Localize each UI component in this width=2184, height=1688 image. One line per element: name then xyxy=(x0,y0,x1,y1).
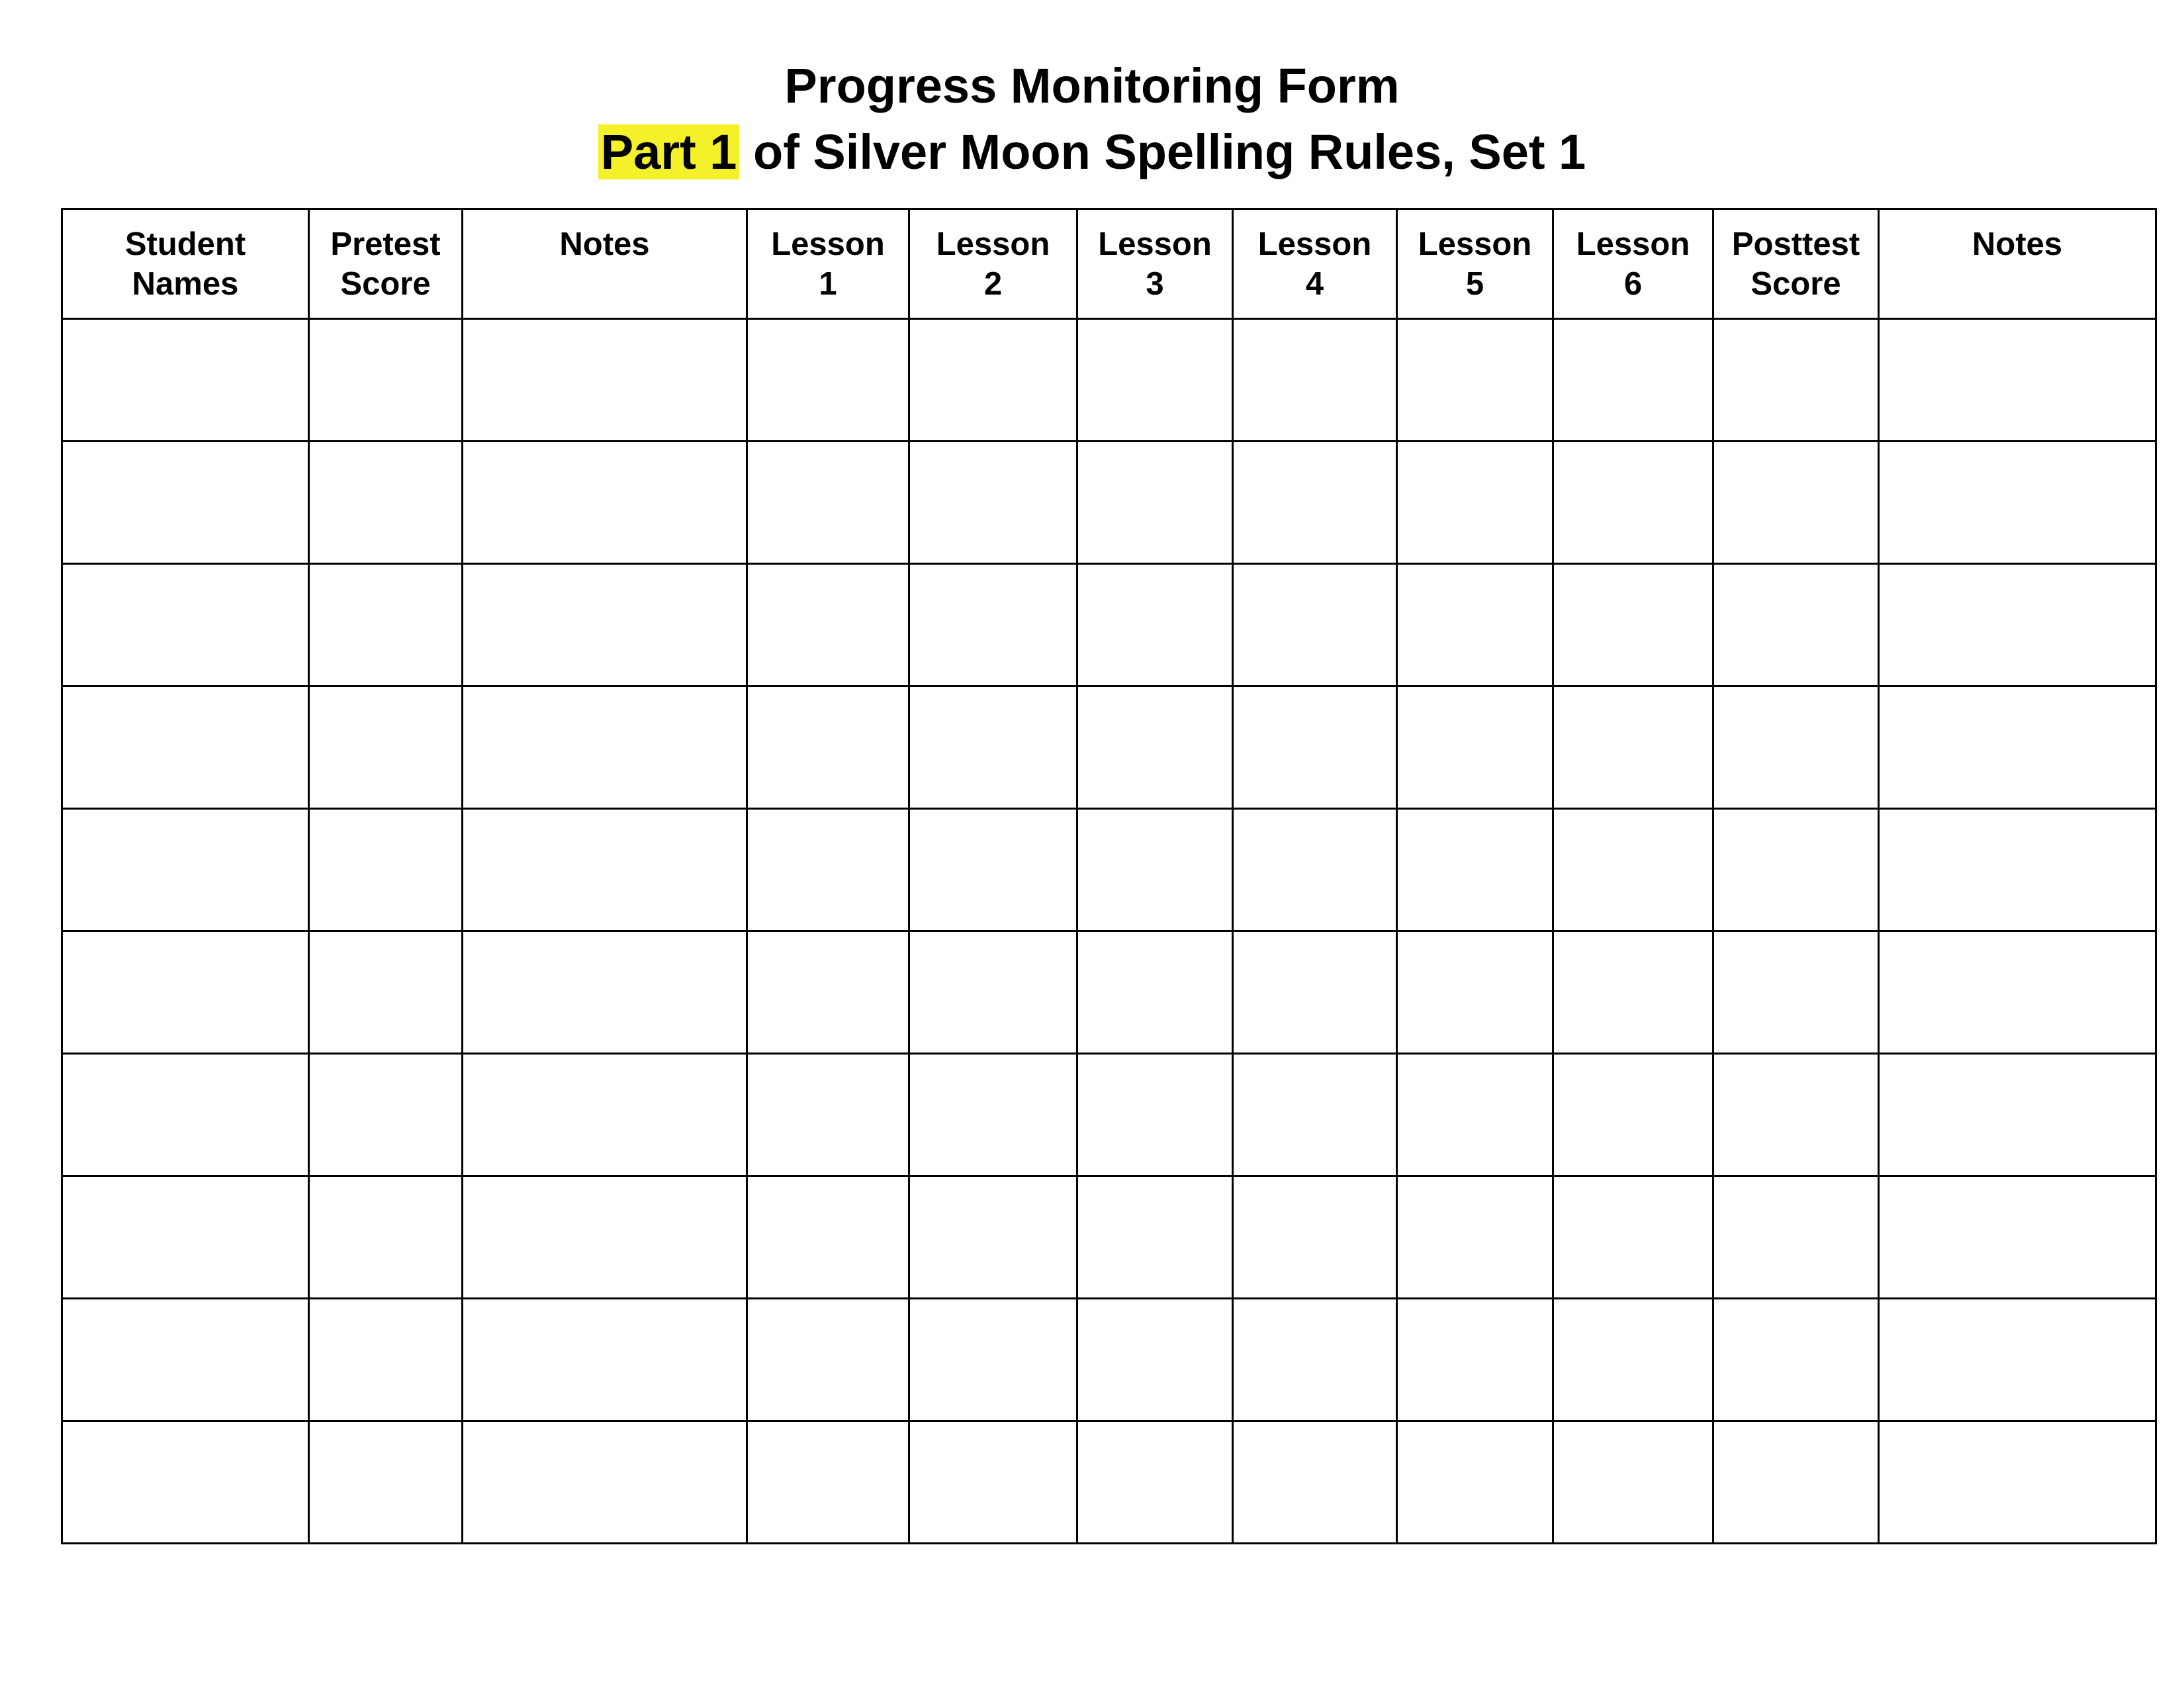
cell-notes[interactable] xyxy=(463,1299,747,1421)
table-row xyxy=(62,1176,2156,1299)
cell-lesson-6[interactable] xyxy=(1553,564,1713,686)
cell-notes-final[interactable] xyxy=(1879,931,2156,1054)
cell-lesson-1[interactable] xyxy=(747,809,909,931)
table-row xyxy=(62,686,2156,809)
cell-lesson-2[interactable] xyxy=(909,1054,1077,1176)
cell-notes[interactable] xyxy=(463,809,747,931)
cell-lesson-4[interactable] xyxy=(1233,931,1397,1054)
table-row xyxy=(62,1054,2156,1176)
header-pretest-score: Pretest Score xyxy=(309,209,463,319)
cell-lesson-1[interactable] xyxy=(747,1176,909,1299)
cell-pretest-score[interactable] xyxy=(309,1421,463,1544)
header-notes: Notes xyxy=(463,209,747,319)
header-lesson-4: Lesson 4 xyxy=(1233,209,1397,319)
cell-lesson-3[interactable] xyxy=(1077,564,1233,686)
cell-lesson-1[interactable] xyxy=(747,686,909,809)
cell-lesson-3[interactable] xyxy=(1077,319,1233,442)
cell-lesson-6[interactable] xyxy=(1553,1054,1713,1176)
table-row xyxy=(62,1299,2156,1421)
table-row xyxy=(62,931,2156,1054)
cell-lesson-5[interactable] xyxy=(1397,931,1553,1054)
cell-notes[interactable] xyxy=(463,564,747,686)
cell-notes-final[interactable] xyxy=(1879,686,2156,809)
cell-notes[interactable] xyxy=(463,1176,747,1299)
cell-lesson-2[interactable] xyxy=(909,1176,1077,1299)
subtitle-rest: of Silver Moon Spelling Rules, Set 1 xyxy=(739,124,1586,179)
cell-lesson-2[interactable] xyxy=(909,686,1077,809)
cell-student-name[interactable] xyxy=(62,1421,309,1544)
cell-lesson-5[interactable] xyxy=(1397,1176,1553,1299)
cell-lesson-5[interactable] xyxy=(1397,319,1553,442)
cell-lesson-4[interactable] xyxy=(1233,1054,1397,1176)
cell-lesson-6[interactable] xyxy=(1553,442,1713,564)
cell-lesson-5[interactable] xyxy=(1397,1054,1553,1176)
cell-lesson-6[interactable] xyxy=(1553,319,1713,442)
cell-student-name[interactable] xyxy=(62,319,309,442)
header-lesson-3: Lesson 3 xyxy=(1077,209,1233,319)
cell-lesson-2[interactable] xyxy=(909,931,1077,1054)
cell-posttest-score[interactable] xyxy=(1713,564,1879,686)
cell-lesson-5[interactable] xyxy=(1397,1421,1553,1544)
cell-pretest-score[interactable] xyxy=(309,1299,463,1421)
cell-lesson-5[interactable] xyxy=(1397,686,1553,809)
cell-student-name[interactable] xyxy=(62,686,309,809)
cell-lesson-3[interactable] xyxy=(1077,1421,1233,1544)
header-lesson-2: Lesson 2 xyxy=(909,209,1077,319)
cell-notes-final[interactable] xyxy=(1879,1054,2156,1176)
header-lesson-6: Lesson 6 xyxy=(1553,209,1713,319)
cell-notes-final[interactable] xyxy=(1879,1176,2156,1299)
cell-student-name[interactable] xyxy=(62,809,309,931)
cell-notes-final[interactable] xyxy=(1879,1299,2156,1421)
cell-lesson-2[interactable] xyxy=(909,319,1077,442)
header-lesson-5: Lesson 5 xyxy=(1397,209,1553,319)
cell-posttest-score[interactable] xyxy=(1713,931,1879,1054)
cell-notes-final[interactable] xyxy=(1879,564,2156,686)
header-posttest-score: Posttest Score xyxy=(1713,209,1879,319)
form-title-block xyxy=(0,53,2184,185)
cell-notes[interactable] xyxy=(463,1054,747,1176)
highlighted-part-label: Part 1 xyxy=(598,124,740,179)
cell-lesson-5[interactable] xyxy=(1397,1299,1553,1421)
cell-student-name[interactable] xyxy=(62,1054,309,1176)
cell-lesson-6[interactable] xyxy=(1553,1421,1713,1544)
cell-lesson-2[interactable] xyxy=(909,564,1077,686)
cell-lesson-4[interactable] xyxy=(1233,1299,1397,1421)
form-title: Progress Monitoring Form xyxy=(784,58,1400,113)
cell-lesson-3[interactable] xyxy=(1077,1054,1233,1176)
cell-lesson-6[interactable] xyxy=(1553,931,1713,1054)
cell-lesson-6[interactable] xyxy=(1553,1176,1713,1299)
cell-pretest-score[interactable] xyxy=(309,931,463,1054)
header-student-names: Student Names xyxy=(62,209,309,319)
cell-lesson-4[interactable] xyxy=(1233,1421,1397,1544)
cell-lesson-5[interactable] xyxy=(1397,809,1553,931)
cell-lesson-2[interactable] xyxy=(909,1421,1077,1544)
header-row xyxy=(62,209,2156,319)
cell-notes-final[interactable] xyxy=(1879,809,2156,931)
cell-student-name[interactable] xyxy=(62,1299,309,1421)
cell-student-name[interactable] xyxy=(62,442,309,564)
cell-lesson-1[interactable] xyxy=(747,442,909,564)
cell-lesson-1[interactable] xyxy=(747,319,909,442)
table-row xyxy=(62,319,2156,442)
cell-lesson-3[interactable] xyxy=(1077,809,1233,931)
cell-posttest-score[interactable] xyxy=(1713,1054,1879,1176)
cell-lesson-3[interactable] xyxy=(1077,1299,1233,1421)
cell-notes[interactable] xyxy=(463,931,747,1054)
cell-lesson-4[interactable] xyxy=(1233,442,1397,564)
cell-lesson-1[interactable] xyxy=(747,1299,909,1421)
cell-notes[interactable] xyxy=(463,1421,747,1544)
cell-student-name[interactable] xyxy=(62,931,309,1054)
cell-lesson-4[interactable] xyxy=(1233,686,1397,809)
cell-notes[interactable] xyxy=(463,319,747,442)
cell-lesson-3[interactable] xyxy=(1077,931,1233,1054)
cell-posttest-score[interactable] xyxy=(1713,809,1879,931)
table-row xyxy=(62,809,2156,931)
cell-lesson-5[interactable] xyxy=(1397,442,1553,564)
cell-lesson-1[interactable] xyxy=(747,564,909,686)
cell-lesson-2[interactable] xyxy=(909,442,1077,564)
cell-pretest-score[interactable] xyxy=(309,442,463,564)
cell-lesson-1[interactable] xyxy=(747,1054,909,1176)
cell-notes[interactable] xyxy=(463,442,747,564)
cell-lesson-4[interactable] xyxy=(1233,809,1397,931)
cell-lesson-3[interactable] xyxy=(1077,1176,1233,1299)
cell-lesson-2[interactable] xyxy=(909,809,1077,931)
cell-posttest-score[interactable] xyxy=(1713,1176,1879,1299)
cell-lesson-5[interactable] xyxy=(1397,564,1553,686)
table-row xyxy=(62,442,2156,564)
cell-lesson-6[interactable] xyxy=(1553,686,1713,809)
cell-posttest-score[interactable] xyxy=(1713,1421,1879,1544)
cell-lesson-1[interactable] xyxy=(747,1421,909,1544)
form-subtitle xyxy=(0,119,2184,185)
progress-monitoring-table xyxy=(61,208,2157,1544)
cell-notes-final[interactable] xyxy=(1879,442,2156,564)
cell-student-name[interactable] xyxy=(62,1176,309,1299)
cell-pretest-score[interactable] xyxy=(309,809,463,931)
cell-student-name[interactable] xyxy=(62,564,309,686)
header-notes-final: Notes xyxy=(1879,209,2156,319)
cell-pretest-score[interactable] xyxy=(309,564,463,686)
cell-posttest-score[interactable] xyxy=(1713,319,1879,442)
table-row xyxy=(62,1421,2156,1544)
cell-lesson-3[interactable] xyxy=(1077,442,1233,564)
cell-notes-final[interactable] xyxy=(1879,319,2156,442)
table-row xyxy=(62,564,2156,686)
cell-pretest-score[interactable] xyxy=(309,1176,463,1299)
cell-lesson-4[interactable] xyxy=(1233,564,1397,686)
cell-pretest-score[interactable] xyxy=(309,319,463,442)
cell-lesson-1[interactable] xyxy=(747,931,909,1054)
cell-pretest-score[interactable] xyxy=(309,1054,463,1176)
cell-notes[interactable] xyxy=(463,686,747,809)
cell-lesson-4[interactable] xyxy=(1233,319,1397,442)
cell-notes-final[interactable] xyxy=(1879,1421,2156,1544)
cell-pretest-score[interactable] xyxy=(309,686,463,809)
header-lesson-1: Lesson 1 xyxy=(747,209,909,319)
table-body xyxy=(62,319,2156,1544)
cell-lesson-6[interactable] xyxy=(1553,809,1713,931)
cell-posttest-score[interactable] xyxy=(1713,686,1879,809)
cell-lesson-4[interactable] xyxy=(1233,1176,1397,1299)
cell-posttest-score[interactable] xyxy=(1713,1299,1879,1421)
cell-lesson-3[interactable] xyxy=(1077,686,1233,809)
cell-posttest-score[interactable] xyxy=(1713,442,1879,564)
cell-lesson-6[interactable] xyxy=(1553,1299,1713,1421)
cell-lesson-2[interactable] xyxy=(909,1299,1077,1421)
